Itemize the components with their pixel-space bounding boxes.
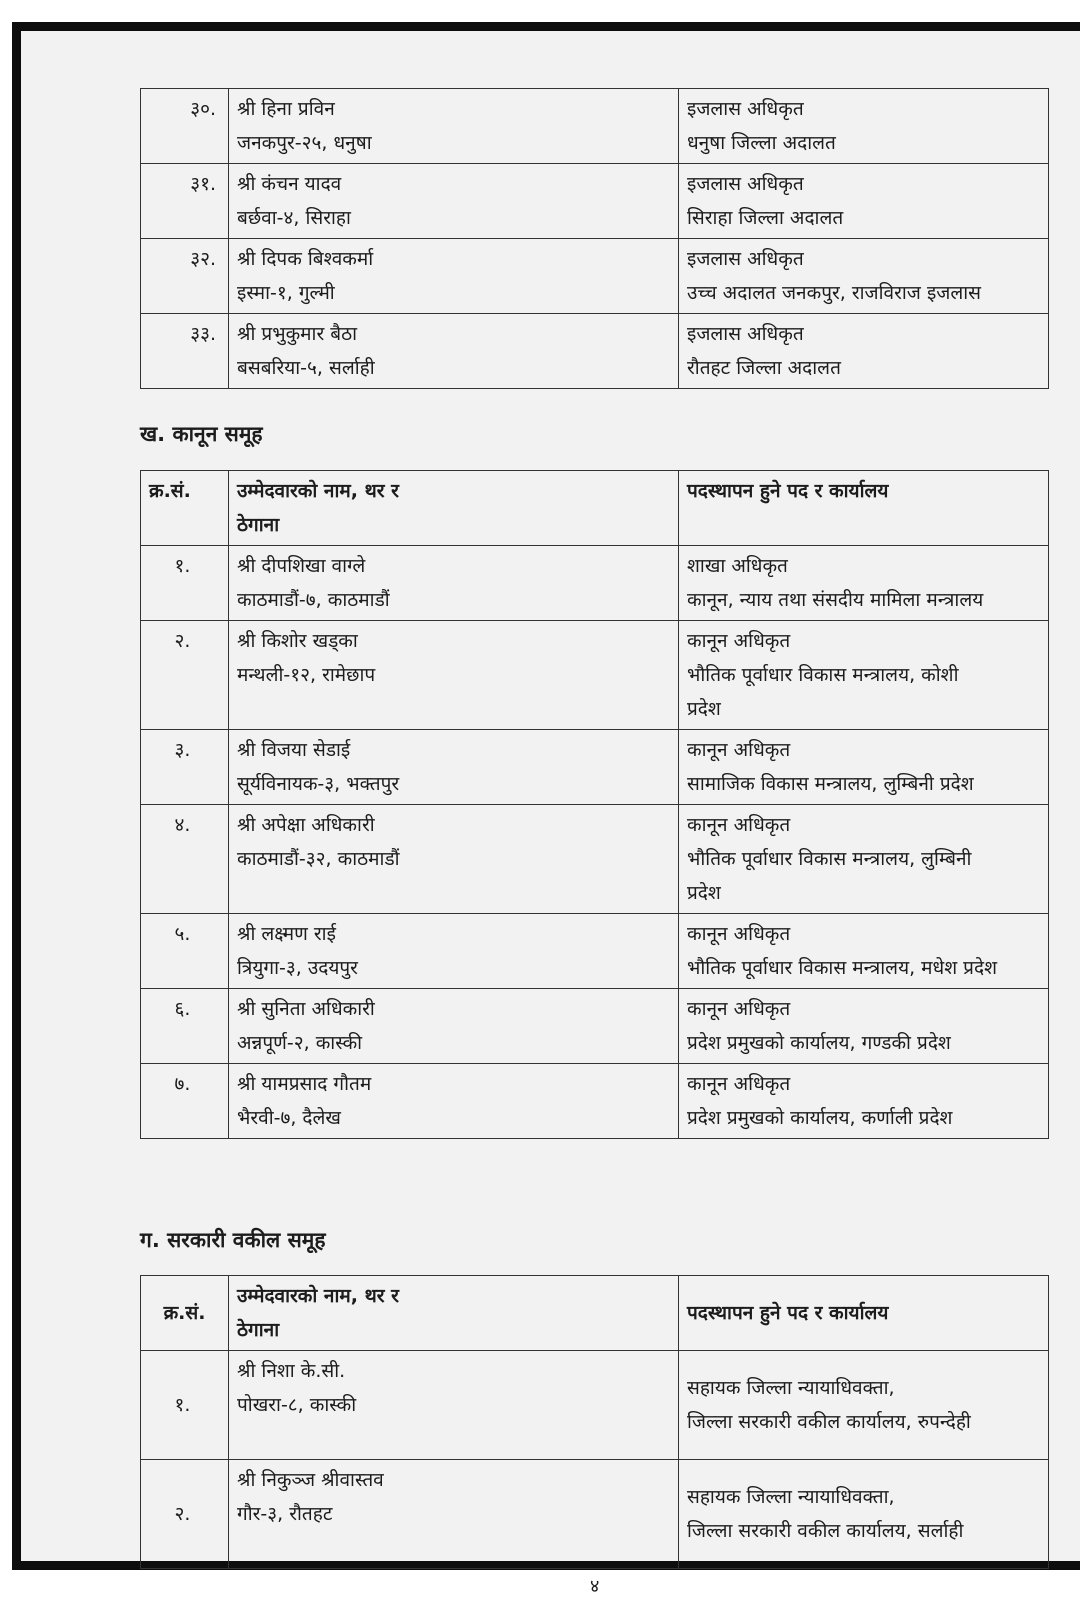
- serial-number: २.: [141, 1460, 229, 1569]
- serial-number: ३२.: [141, 239, 229, 314]
- table-government-attorney-group: [140, 1275, 1049, 1569]
- candidate-address: काठमाडौं-७, काठमाडौं: [237, 589, 390, 611]
- posting-post: सहायक जिल्ला न्यायाधिवक्ता,: [687, 1377, 895, 1399]
- serial-number: १.: [141, 546, 229, 621]
- posting-post: कानून अधिकृत: [687, 1073, 791, 1095]
- header-serial: क्र.सं.: [141, 1276, 229, 1351]
- posting-cell: [679, 314, 1049, 389]
- candidate-cell: [229, 314, 679, 389]
- posting-post: इजलास अधिकृत: [687, 173, 804, 195]
- posting-cell: [679, 989, 1049, 1064]
- header-posting: पदस्थापन हुने पद र कार्यालय: [679, 1276, 1049, 1351]
- posting-cell: [679, 89, 1049, 164]
- header-candidate-line1: उम्मेदवारको नाम, थर र: [237, 480, 399, 502]
- posting-office: भौतिक पूर्वाधार विकास मन्त्रालय, लुम्बिनी: [687, 848, 972, 870]
- candidate-cell: [229, 546, 679, 621]
- candidate-address: काठमाडौं-३२, काठमाडौं: [237, 848, 400, 870]
- posting-office: प्रदेश प्रमुखको कार्यालय, कर्णाली प्रदेश: [687, 1107, 953, 1129]
- table-row: [141, 164, 1049, 239]
- candidate-name: श्री हिना प्रविन: [237, 98, 335, 120]
- candidate-address: भैरवी-७, दैलेख: [237, 1107, 341, 1129]
- posting-cell: [679, 914, 1049, 989]
- candidate-name: श्री लक्ष्मण राई: [237, 923, 336, 945]
- serial-number: ३१.: [141, 164, 229, 239]
- table-row: [141, 989, 1049, 1064]
- posting-office: सिराहा जिल्ला अदालत: [687, 207, 844, 229]
- table-row: [141, 1351, 1049, 1460]
- posting-cell: [679, 546, 1049, 621]
- table-law-group: [140, 470, 1049, 1139]
- posting-post: कानून अधिकृत: [687, 630, 791, 652]
- page-number: ४: [590, 1576, 600, 1597]
- table-row: [141, 914, 1049, 989]
- candidate-address: बसबरिया-५, सर्लाही: [237, 357, 375, 379]
- table-row: [141, 314, 1049, 389]
- posting-cell: [679, 1351, 1049, 1460]
- candidate-cell: [229, 1460, 679, 1569]
- posting-cell: [679, 1064, 1049, 1139]
- table-row: [141, 239, 1049, 314]
- candidate-name: श्री दीपशिखा वाग्ले: [237, 555, 366, 577]
- candidate-cell: [229, 89, 679, 164]
- header-serial: क्र.सं.: [141, 471, 229, 546]
- candidate-cell: [229, 621, 679, 730]
- section-title-law-group: ख. कानून समूह: [140, 422, 263, 446]
- candidate-address: गौर-३, रौतहट: [237, 1503, 333, 1525]
- header-posting: पदस्थापन हुने पद र कार्यालय: [679, 471, 1049, 546]
- posting-cell: [679, 1460, 1049, 1569]
- posting-cell: [679, 805, 1049, 914]
- posting-office: जिल्ला सरकारी वकील कार्यालय, रुपन्देही: [687, 1411, 971, 1433]
- candidate-name: श्री अपेक्षा अधिकारी: [237, 814, 375, 836]
- header-candidate: [229, 1276, 679, 1351]
- posting-office: धनुषा जिल्ला अदालत: [687, 132, 836, 154]
- posting-post: सहायक जिल्ला न्यायाधिवक्ता,: [687, 1486, 895, 1508]
- candidate-address: बर्छवा-४, सिराहा: [237, 207, 351, 229]
- candidate-name: श्री प्रभुकुमार बैठा: [237, 323, 358, 345]
- candidate-cell: [229, 805, 679, 914]
- candidate-cell: [229, 1351, 679, 1460]
- serial-number: १.: [141, 1351, 229, 1460]
- serial-number: ३.: [141, 730, 229, 805]
- candidate-cell: [229, 914, 679, 989]
- candidate-cell: [229, 1064, 679, 1139]
- candidate-name: श्री किशोर खड्का: [237, 630, 358, 652]
- serial-number: ७.: [141, 1064, 229, 1139]
- posting-cell: [679, 621, 1049, 730]
- serial-number: ६.: [141, 989, 229, 1064]
- header-candidate-line2: ठेगाना: [237, 1319, 280, 1341]
- posting-post: कानून अधिकृत: [687, 739, 791, 761]
- posting-office: भौतिक पूर्वाधार विकास मन्त्रालय, मधेश प्रदेश: [687, 957, 997, 979]
- posting-cell: [679, 239, 1049, 314]
- candidate-address: मन्थली-१२, रामेछाप: [237, 664, 376, 686]
- posting-office: भौतिक पूर्वाधार विकास मन्त्रालय, कोशी: [687, 664, 959, 686]
- candidate-cell: [229, 989, 679, 1064]
- table-row: [141, 805, 1049, 914]
- section-title-government-attorney-group: ग. सरकारी वकील समूह: [140, 1228, 326, 1252]
- serial-number: ५.: [141, 914, 229, 989]
- candidate-address: इस्मा-१, गुल्मी: [237, 282, 335, 304]
- table-row: [141, 1064, 1049, 1139]
- posting-post: कानून अधिकृत: [687, 923, 791, 945]
- posting-office: रौतहट जिल्ला अदालत: [687, 357, 841, 379]
- header-candidate-line1: उम्मेदवारको नाम, थर र: [237, 1285, 399, 1307]
- table-row: [141, 1460, 1049, 1569]
- table-row: [141, 730, 1049, 805]
- posting-office: सामाजिक विकास मन्त्रालय, लुम्बिनी प्रदेश: [687, 773, 974, 795]
- serial-number: २.: [141, 621, 229, 730]
- serial-number: ४.: [141, 805, 229, 914]
- candidate-cell: [229, 730, 679, 805]
- posting-post: शाखा अधिकृत: [687, 555, 788, 577]
- posting-cell: [679, 164, 1049, 239]
- candidate-cell: [229, 239, 679, 314]
- table-row: [141, 89, 1049, 164]
- serial-number: ३०.: [141, 89, 229, 164]
- posting-office: जिल्ला सरकारी वकील कार्यालय, सर्लाही: [687, 1520, 964, 1542]
- table-row: [141, 621, 1049, 730]
- posting-cell: [679, 730, 1049, 805]
- header-candidate: [229, 471, 679, 546]
- posting-office-cont: प्रदेश: [687, 698, 721, 720]
- posting-post: इजलास अधिकृत: [687, 98, 804, 120]
- posting-post: कानून अधिकृत: [687, 998, 791, 1020]
- candidate-address: सूर्यविनायक-३, भक्तपुर: [237, 773, 400, 795]
- table-header-row: [141, 1276, 1049, 1351]
- posting-office: कानून, न्याय तथा संसदीय मामिला मन्त्रालय: [687, 589, 984, 611]
- posting-post: कानून अधिकृत: [687, 814, 791, 836]
- posting-post: इजलास अधिकृत: [687, 248, 804, 270]
- candidate-name: श्री कंचन यादव: [237, 173, 342, 195]
- candidate-name: श्री सुनिता अधिकारी: [237, 998, 375, 1020]
- posting-office: प्रदेश प्रमुखको कार्यालय, गण्डकी प्रदेश: [687, 1032, 951, 1054]
- candidate-name: श्री निशा के.सी.: [237, 1360, 346, 1382]
- candidate-cell: [229, 164, 679, 239]
- serial-number: ३३.: [141, 314, 229, 389]
- table-continued: [140, 88, 1049, 389]
- candidate-address: अन्नपूर्ण-२, कास्की: [237, 1032, 363, 1054]
- candidate-name: श्री दिपक बिश्वकर्मा: [237, 248, 374, 270]
- candidate-name: श्री यामप्रसाद गौतम: [237, 1073, 372, 1095]
- candidate-address: त्रियुगा-३, उदयपुर: [237, 957, 358, 979]
- candidate-address: जनकपुर-२५, धनुषा: [237, 132, 372, 154]
- posting-office: उच्च अदालत जनकपुर, राजविराज इजलास: [687, 282, 982, 304]
- posting-office-cont: प्रदेश: [687, 882, 721, 904]
- table-row: [141, 546, 1049, 621]
- candidate-address: पोखरा-८, कास्की: [237, 1394, 357, 1416]
- candidate-name: श्री विजया सेडाई: [237, 739, 351, 761]
- posting-post: इजलास अधिकृत: [687, 323, 804, 345]
- table-header-row: [141, 471, 1049, 546]
- candidate-name: श्री निकुञ्ज श्रीवास्तव: [237, 1469, 384, 1491]
- header-candidate-line2: ठेगाना: [237, 514, 280, 536]
